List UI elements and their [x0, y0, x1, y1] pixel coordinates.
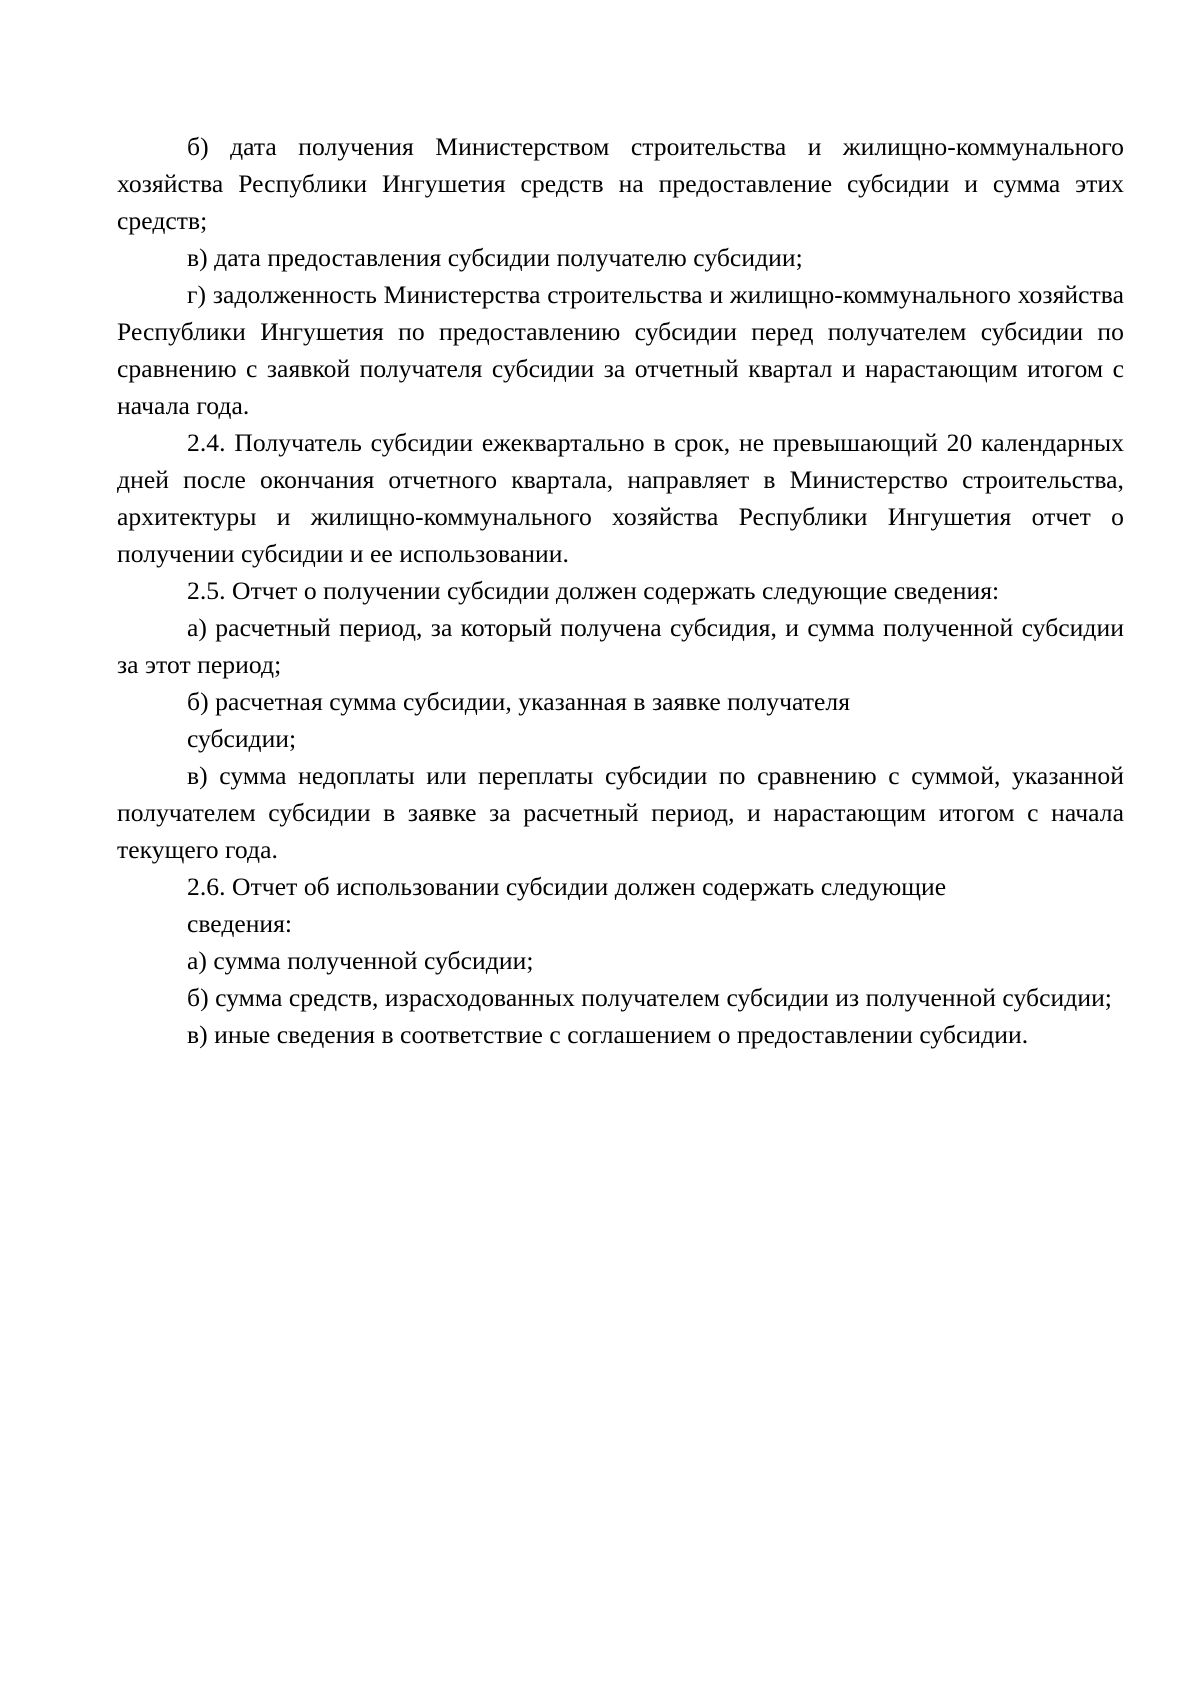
paragraph-b-continuation: субсидии;: [187, 724, 297, 753]
document-body: [117, 128, 1124, 1053]
paragraph-v-date-provided: в) дата предоставления субсидии получателю субсидии;: [187, 243, 803, 272]
paragraph-2-6: 2.6. Отчет об использовании субсидии должен содержать следующие: [187, 872, 947, 901]
paragraph-v-other-info: в) иные сведения в соответствие с соглашением о предоставлении субсидии.: [187, 1020, 1029, 1049]
paragraph-v-underpayment: в) сумма недоплаты или переплаты субсидии по сравнению с суммой, указанной получателем субсидии в заявке за расчетный период, и нарастающим итогом с начала текущего года.: [117, 761, 1124, 864]
paragraph-b-date-received: б) дата получения Министерством строительства и жилищно-коммунального хозяйства Республики Ингушетия средств на предоставление субсидии и сумма этих средств;: [117, 132, 1124, 235]
paragraph-a-received-sum: а) сумма полученной субсидии;: [187, 946, 534, 975]
paragraph-a-period: а) расчетный период, за который получена субсидия, и сумма полученной субсидии за этот период;: [117, 613, 1124, 679]
paragraph-2-5: 2.5. Отчет о получении субсидии должен содержать следующие сведения:: [187, 576, 1000, 605]
paragraph-b-spent-sum: б) сумма средств, израсходованных получателем субсидии из полученной субсидии;: [187, 983, 1112, 1012]
paragraph-g-debt: г) задолженность Министерства строительства и жилищно-коммунального хозяйства Республики Ингушетия по предоставлению субсидии перед получателем субсидии по сравнению с заявкой получателя субсидии за отчетный квартал и нарастающим итогом с начала года.: [117, 280, 1124, 420]
paragraph-2-6-continuation: сведения:: [187, 909, 292, 938]
paragraph-b-calculated-sum: б) расчетная сумма субсидии, указанная в заявке получателя: [187, 687, 851, 716]
paragraph-2-4: 2.4. Получатель субсидии ежеквартально в срок, не превышающий 20 календарных дней после окончания отчетного квартала, направляет в Министерство строительства, архитектуры и жилищно-коммунального хозяйства Республики Ингушетия отчет о получении субсидии и ее использовании.: [117, 428, 1124, 568]
